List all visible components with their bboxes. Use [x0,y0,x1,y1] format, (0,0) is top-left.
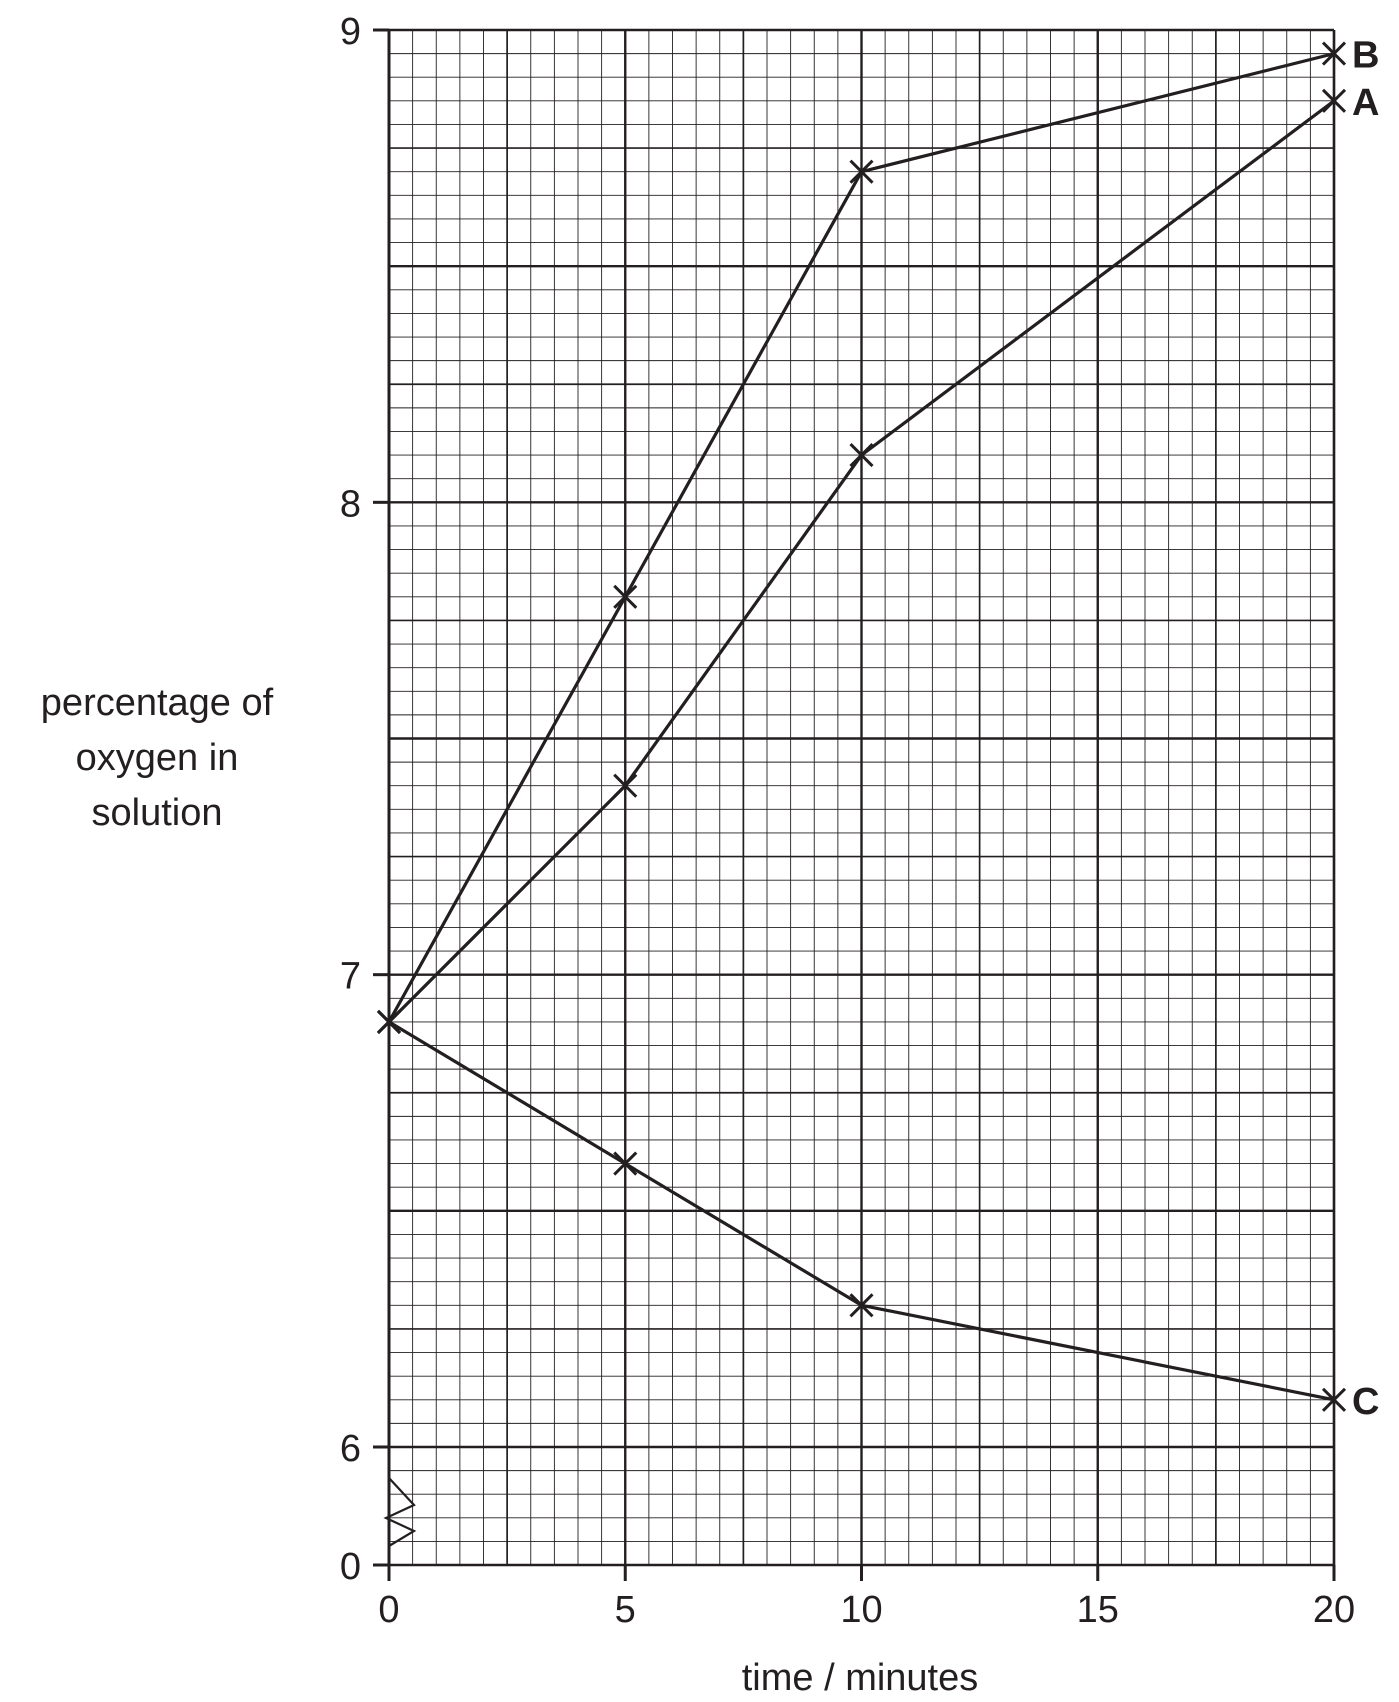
y-axis-title-line: percentage of [40,682,274,724]
x-tick-label: 15 [1076,1589,1119,1631]
y-tick-label: 7 [339,955,361,998]
series-label-B: B [1352,34,1380,77]
y-axis-title-line: solution [91,792,223,834]
x-tick-label: 0 [378,1589,400,1631]
y-tick-label: 8 [339,483,361,526]
y-tick-label: 6 [339,1428,361,1470]
chart-labels [340,11,1380,1631]
y-tick-label: 0 [339,1546,361,1588]
y-axis-title [41,682,274,834]
x-tick-label: 20 [1312,1589,1356,1631]
y-tick-label: 9 [339,11,361,53]
series-label-C: C [1352,1380,1380,1423]
x-axis-title: time / minutes [741,1657,979,1699]
chart-grid [389,30,1334,1565]
y-axis-title-line: oxygen in [75,737,239,779]
series-label-A: A [1352,81,1380,124]
x-tick-label: 10 [840,1589,883,1631]
x-tick-label: 5 [614,1589,636,1631]
chart-axes [373,30,1334,1581]
